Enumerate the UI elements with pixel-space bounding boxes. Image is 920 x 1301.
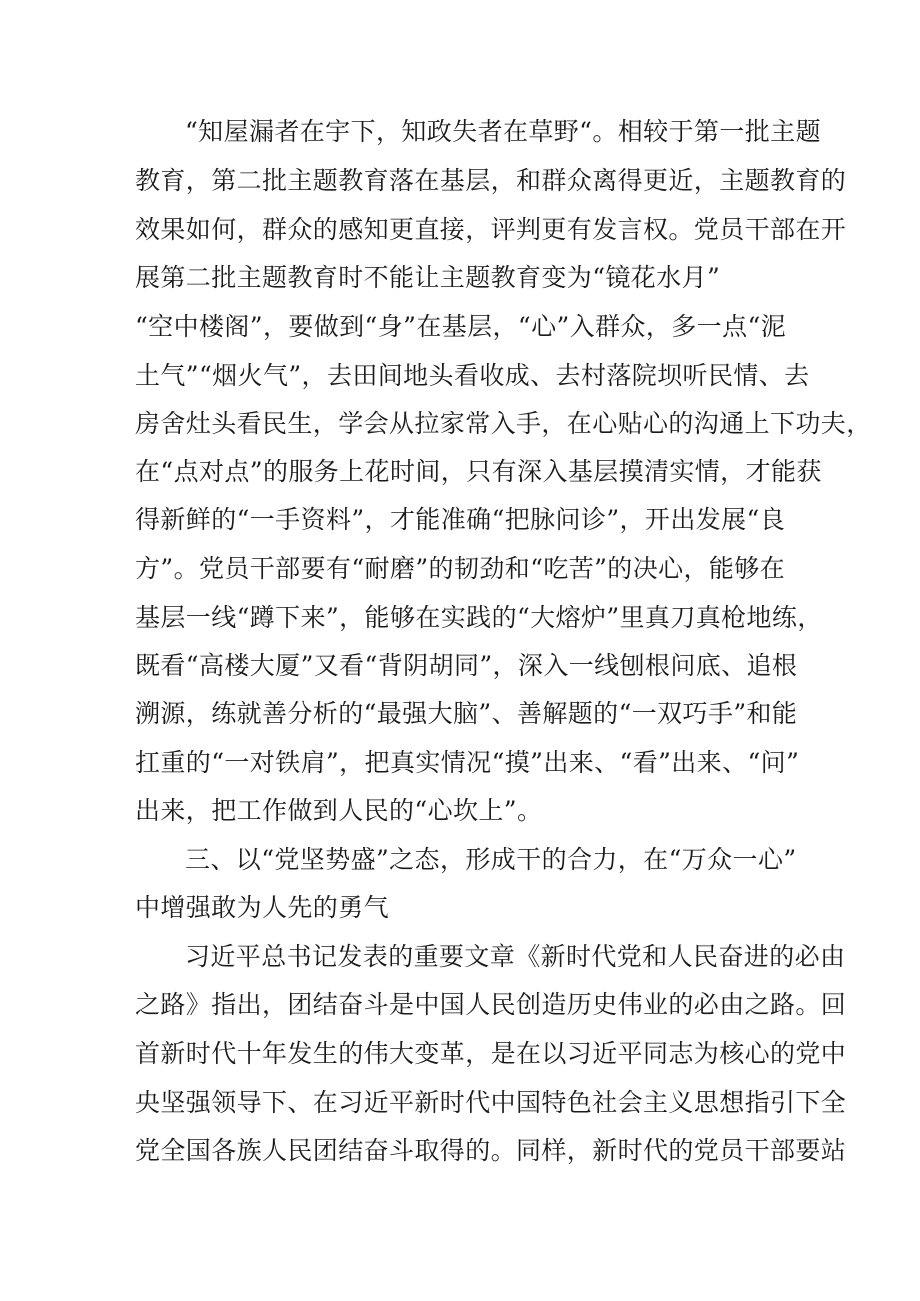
- section-heading: 中增强敢为人先的勇气: [135, 893, 390, 922]
- text-line: 教育，第二批主题教育落在基层，和群众离得更近，主题教育的: [135, 166, 847, 195]
- text-line: “知屋漏者在宇下，知政失者在草野“。相较于第一批主题: [185, 117, 821, 146]
- text-line: 展第二批主题教育时不能让主题教育变为“镜花水月”: [135, 263, 721, 292]
- text-line: 土气”“烟火气”，去田间地头看收成、去村落院坝听民情、去: [135, 361, 810, 390]
- text-line: 房舍灶头看民生，学会从拉家常入手，在心贴心的沟通上下功夫，: [135, 409, 872, 438]
- text-line: 得新鲜的“一手资料”，才能准确“把脉问诊”，开出发展“良: [135, 505, 786, 534]
- text-line: 党全国各族人民团结奋斗取得的。同样，新时代的党员干部要站: [135, 1136, 847, 1165]
- text-line: 基层一线“蹲下来”，能够在实践的“大熔炉”里真刀真枪地练，: [135, 603, 823, 632]
- text-line: 首新时代十年发生的伟大变革，是在以习近平同志为核心的党中: [135, 1039, 847, 1068]
- text-line: 既看“高楼大厦”又看“背阴胡同”，深入一线刨根问底、追根: [135, 651, 798, 680]
- text-line: “空中楼阁”，要做到“身”在基层，“心”入群众，多一点“泥: [135, 312, 787, 341]
- text-line: 在“点对点”的服务上花时间，只有深入基层摸清实情，才能获: [135, 457, 822, 486]
- text-line: 方”。党员干部要有“耐磨”的韧劲和“吃苦”的决心，能够在: [135, 554, 786, 583]
- text-line: 出来，把工作做到人民的“心坎上”。: [135, 796, 543, 825]
- text-line: 央坚强领导下、在习近平新时代中国特色社会主义思想指引下全: [135, 1088, 847, 1117]
- section-heading: 三、以“党坚势盛”之态，形成干的合力，在“万众一心”: [185, 845, 797, 874]
- text-line: 溯源，练就善分析的“最强大脑”、善解题的“一双巧手”和能: [135, 699, 798, 728]
- text-line: 扛重的“一对铁肩”，把真实情况“摸”出来、“看”出来、“问”: [135, 748, 800, 777]
- text-line: 之路》指出，团结奋斗是中国人民创造历史伟业的必由之路。回: [135, 990, 847, 1019]
- text-line: 效果如何，群众的感知更直接，评判更有发言权。党员干部在开: [135, 215, 847, 244]
- text-line: 习近平总书记发表的重要文章《新时代党和人民奋进的必由: [185, 942, 846, 971]
